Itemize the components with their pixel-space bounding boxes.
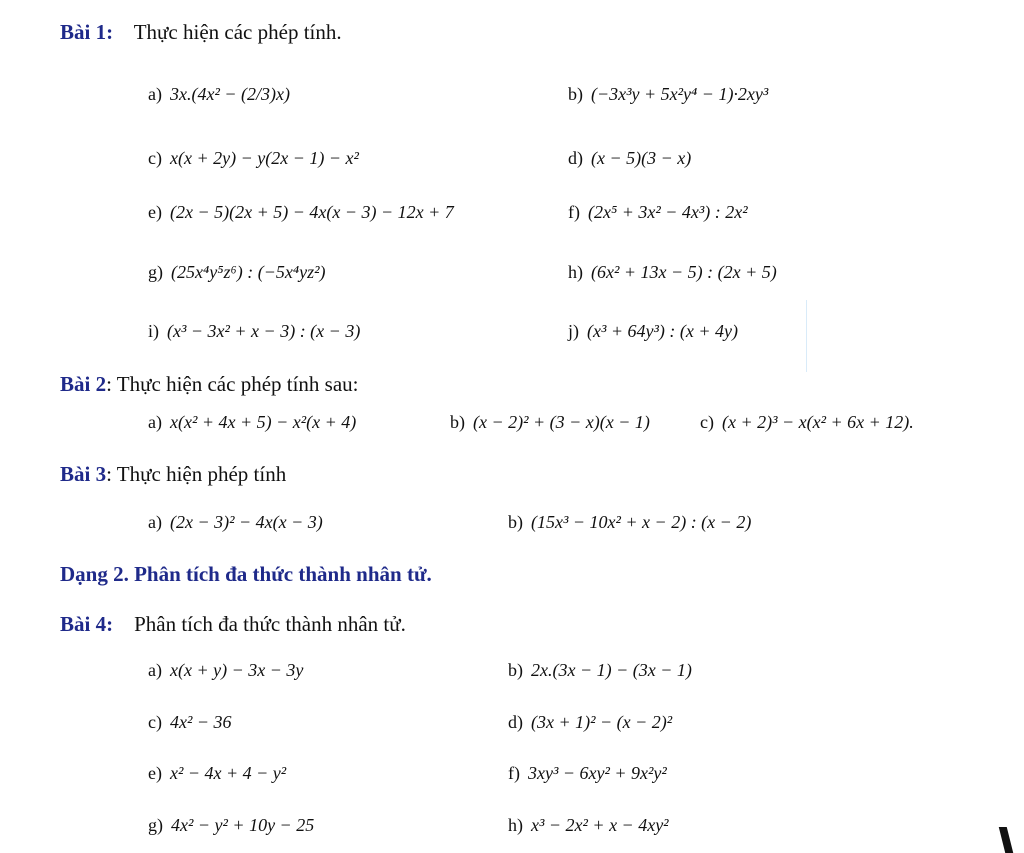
bai1-item-c: c) x(x + 2y) − y(2x − 1) − x² [148,148,359,168]
bai2-item-a: a) x(x² + 4x + 5) − x²(x + 4) [148,412,357,432]
bai4-header [60,612,406,637]
bai4-item-e: e) x² − 4x + 4 − y² [148,763,287,783]
bai1-item-e: e) (2x − 5)(2x + 5) − 4x(x − 3) − 12x + 7 [148,202,454,222]
bai1-item-b: b) (−3x³y + 5x²y⁴ − 1)·2xy³ [568,84,769,104]
bai2-title: : Thực hiện các phép tính sau: [106,372,359,396]
bai4-item-b: b) 2x.(3x − 1) − (3x − 1) [508,660,692,680]
bai1-item-h: h) (6x² + 13x − 5) : (2x + 5) [568,262,777,282]
bai4-item-d: d) (3x + 1)² − (x − 2)² [508,712,673,732]
bai1-item-j: j) (x³ + 64y³) : (x + 4y) [568,321,739,341]
bai1-header [60,20,342,45]
bai1-item-d: d) (x − 5)(3 − x) [568,148,692,168]
bai4-item-h: h) x³ − 2x² + x − 4xy² [508,815,669,835]
bai4-title: Phân tích đa thức thành nhân tử. [134,612,406,636]
bai4-item-c: c) 4x² − 36 [148,712,232,732]
bai3-item-a: a) (2x − 3)² − 4x(x − 3) [148,512,323,532]
bai1-item-f: f) (2x⁵ + 3x² − 4x³) : 2x² [568,202,748,222]
bai2-label: Bài 2 [60,372,107,396]
bai3-header [60,462,286,487]
bai4-item-a: a) x(x + y) − 3x − 3y [148,660,304,680]
bai2-item-b: b) (x − 2)² + (3 − x)(x − 1) [450,412,650,432]
glass-edge-decoration [772,300,807,372]
bai1-title: Thực hiện các phép tính. [133,20,342,44]
bai1-item-a: a) 3x.(4x² − (2/3)x) [148,84,290,104]
page-corner-mark [999,827,1013,853]
bai1-label: Bài 1: [60,20,114,44]
bai3-item-b: b) (15x³ − 10x² + x − 2) : (x − 2) [508,512,752,532]
section-dang-2-heading: Dạng 2. Phân tích đa thức thành nhân tử. [60,562,432,586]
bai1-item-i: i) (x³ − 3x² + x − 3) : (x − 3) [148,321,361,341]
bai3-label: Bài 3 [60,462,107,486]
bai2-header [60,372,359,397]
bai2-item-c: c) (x + 2)³ − x(x² + 6x + 12). [700,412,914,432]
bai3-title: : Thực hiện phép tính [106,462,287,486]
bai1-item-g: g) (25x⁴y⁵z⁶) : (−5x⁴yz²) [148,262,326,282]
bai4-item-g: g) 4x² − y² + 10y − 25 [148,815,315,835]
bai4-item-f: f) 3xy³ − 6xy² + 9x²y² [508,763,667,783]
bai4-label: Bài 4: [60,612,114,636]
